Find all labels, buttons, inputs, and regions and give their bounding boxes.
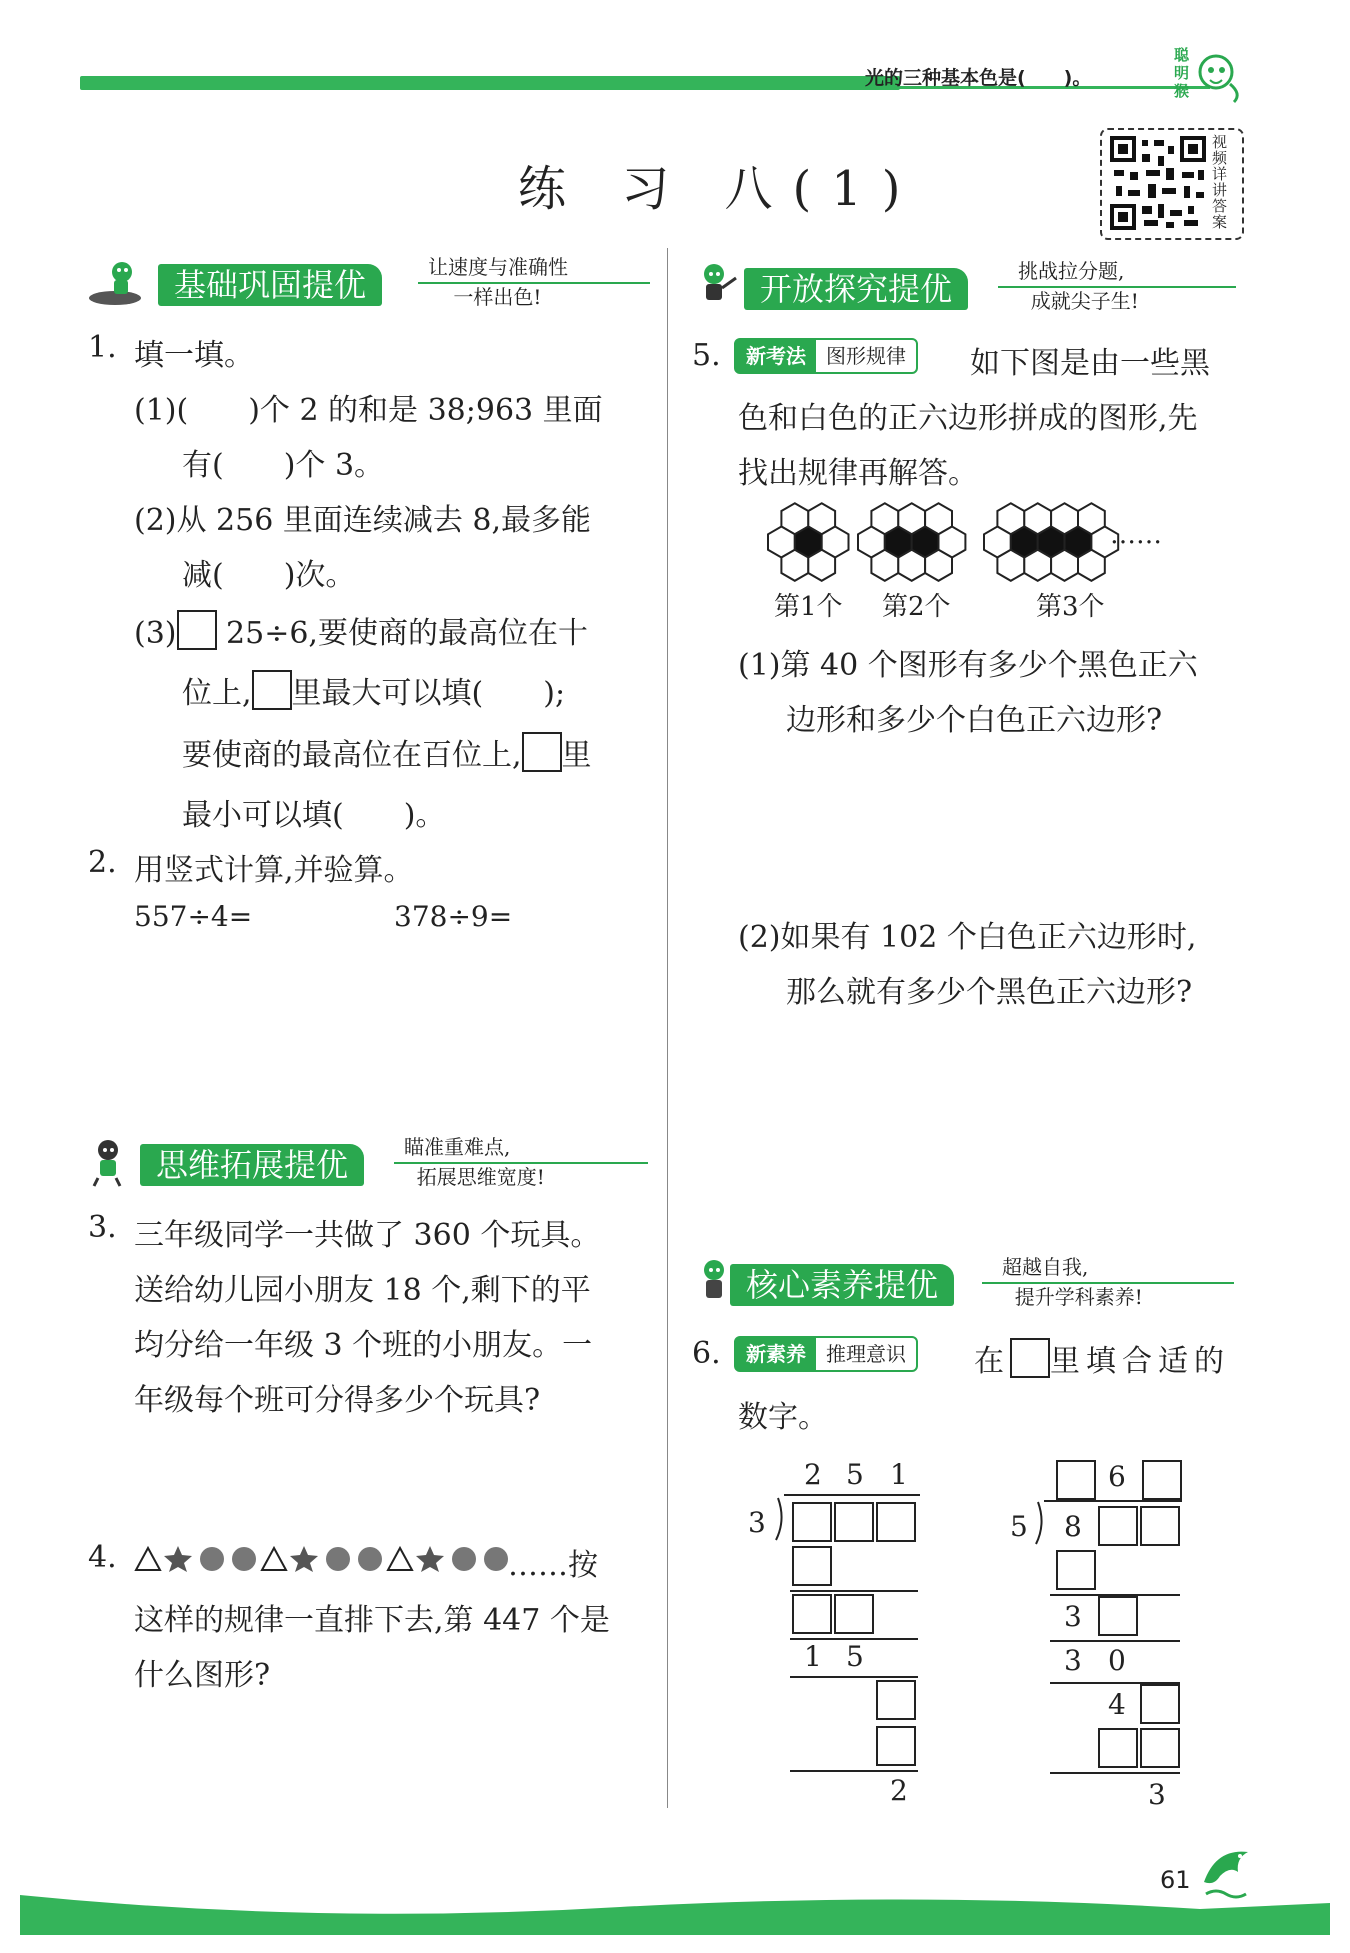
q4-seq-tail: ……按 xyxy=(508,1548,598,1583)
digit: 0 xyxy=(1108,1644,1126,1677)
white-hexagon xyxy=(808,550,835,581)
q6-tag xyxy=(734,1336,918,1372)
circle-icon xyxy=(358,1547,382,1571)
q5-line-3: 找出规律再解答。 xyxy=(738,456,978,491)
circle-icon xyxy=(232,1547,256,1571)
section-core-title: 核心素养提优 xyxy=(730,1264,954,1306)
q5-sub1-a: (1)第 40 个图形有多少个黑色正六 xyxy=(738,648,1198,683)
division-line xyxy=(790,1590,918,1592)
q3-line-2: 送给幼儿园小朋友 18 个,剩下的平 xyxy=(134,1273,591,1308)
white-hexagon xyxy=(898,550,925,581)
answer-box[interactable] xyxy=(876,1680,916,1720)
answer-box[interactable] xyxy=(834,1594,874,1634)
section-thinking xyxy=(88,1135,648,1189)
circle-icon xyxy=(200,1547,224,1571)
q3-line-1: 三年级同学一共做了 360 个玩具。 xyxy=(134,1218,601,1253)
division-line xyxy=(784,1494,920,1496)
digit: 2 xyxy=(890,1774,908,1807)
q1-p3c xyxy=(182,730,592,774)
digit: 1 xyxy=(890,1458,908,1491)
qr-label: 视频详讲答案 xyxy=(1212,133,1228,231)
q1-p3c-post: 里 xyxy=(561,738,592,773)
q5-sub2-b: 那么就有多少个黑色正六边形? xyxy=(786,975,1193,1010)
answer-box[interactable] xyxy=(252,670,292,710)
digit: 5 xyxy=(846,1458,864,1491)
digit: 5 xyxy=(846,1640,864,1673)
section-open-title: 开放探究提优 xyxy=(744,268,968,310)
section-core xyxy=(692,1255,1237,1309)
digit: 2 xyxy=(804,1458,822,1491)
answer-box[interactable] xyxy=(792,1546,832,1586)
answer-box[interactable] xyxy=(1140,1684,1180,1724)
column-divider xyxy=(667,248,668,1808)
q1-p1b: 有( )个 3。 xyxy=(182,448,385,483)
dolphin-icon xyxy=(1196,1842,1256,1902)
q6-line-1-pre: 在 xyxy=(974,1344,1010,1379)
star-icon xyxy=(416,1546,444,1572)
mascot-icon xyxy=(692,262,746,312)
q6-line-2: 数字。 xyxy=(738,1400,828,1435)
answer-box[interactable] xyxy=(834,1502,874,1542)
digit: 4 xyxy=(1108,1688,1126,1721)
q5-line-2: 色和白色的正六边形拼成的图形,先 xyxy=(738,401,1198,436)
section-basic-title: 基础巩固提优 xyxy=(158,264,382,306)
white-hexagon xyxy=(997,550,1024,581)
q5-number: 5. xyxy=(692,338,721,373)
white-hexagon xyxy=(1051,550,1078,581)
digit: 6 xyxy=(1108,1460,1126,1493)
answer-box[interactable] xyxy=(177,610,217,650)
digit: 1 xyxy=(804,1640,822,1673)
q1-p1a: (1)( )个 2 的和是 38;963 里面 xyxy=(134,393,603,428)
section-basic xyxy=(88,255,648,309)
answer-box[interactable] xyxy=(876,1502,916,1542)
q5-line-1: 如下图是由一些黑 xyxy=(970,346,1210,381)
q1-p3a-post: 25÷6,要使商的最高位在十 xyxy=(216,616,588,651)
digit: 3 xyxy=(1064,1600,1082,1633)
q1-p3b-pre: 位上, xyxy=(182,676,252,711)
triangle-icon xyxy=(136,1548,160,1570)
q6-line-1-post: 里填合适的 xyxy=(1050,1344,1230,1379)
q6-number: 6. xyxy=(692,1336,721,1371)
q4-number: 4. xyxy=(88,1540,117,1575)
division-line xyxy=(790,1770,918,1772)
svg-text:明: 明 xyxy=(1174,64,1190,82)
q5-dots: …… xyxy=(1110,520,1162,550)
section-core-slogan: 超越自我, 提升学科素养! xyxy=(1002,1255,1143,1309)
white-hexagon xyxy=(925,550,952,581)
q1-number: 1. xyxy=(88,330,117,365)
star-icon xyxy=(164,1546,192,1572)
q5-sub2-a: (2)如果有 102 个白色正六边形时, xyxy=(738,920,1197,955)
white-hexagon xyxy=(1078,550,1105,581)
triangle-icon xyxy=(388,1548,412,1570)
brand-logo xyxy=(1172,44,1244,106)
q2-expr-1: 557÷4= xyxy=(134,900,253,933)
q3-number: 3. xyxy=(88,1210,117,1245)
q5-fig-2-label: 第2个 xyxy=(882,592,951,622)
q4-line-2: 这样的规律一直排下去,第 447 个是 xyxy=(134,1603,610,1638)
q1-title: 填一填。 xyxy=(134,338,254,373)
digit: 3 xyxy=(1148,1778,1166,1811)
q2-expr-2: 378÷9= xyxy=(394,900,513,933)
q6-tag-b: 推理意识 xyxy=(826,1342,906,1366)
q1-p3a xyxy=(134,608,588,652)
q5-sub1-b: 边形和多少个白色正六边形? xyxy=(786,703,1163,738)
q5-tag-b: 图形规律 xyxy=(826,344,906,368)
white-hexagon xyxy=(1024,550,1051,581)
answer-box[interactable] xyxy=(876,1726,916,1766)
division-line xyxy=(1050,1772,1180,1774)
circle-icon xyxy=(452,1547,476,1571)
q5-tag-a: 新考法 xyxy=(736,340,816,372)
hexagon-pattern-figure xyxy=(762,500,1182,600)
header-tip: 光的三种基本色是( )。 xyxy=(865,67,1092,89)
mascot-icon xyxy=(88,258,142,308)
answer-box[interactable] xyxy=(1142,1460,1182,1500)
q5-fig-3-label: 第3个 xyxy=(1036,592,1105,622)
digit: 8 xyxy=(1064,1510,1082,1543)
bottom-decor-band xyxy=(20,1885,1330,1935)
q1-p2b: 减( )次。 xyxy=(182,558,356,593)
q2-number: 2. xyxy=(88,845,117,880)
circle-icon xyxy=(326,1547,350,1571)
answer-box[interactable] xyxy=(522,732,562,772)
q2-title: 用竖式计算,并验算。 xyxy=(134,853,414,888)
circle-icon xyxy=(484,1547,508,1571)
answer-box[interactable] xyxy=(792,1594,832,1634)
answer-box[interactable] xyxy=(1098,1728,1138,1768)
section-basic-slogan: 让速度与准确性 一样出色! xyxy=(428,255,568,309)
q1-p3a-pre: (3) xyxy=(134,616,177,651)
division-line xyxy=(790,1676,918,1678)
answer-box[interactable] xyxy=(1098,1506,1138,1546)
section-open xyxy=(692,259,1237,313)
q6-line-1 xyxy=(974,1336,1230,1380)
q5-fig-1-label: 第1个 xyxy=(774,592,843,622)
answer-box[interactable] xyxy=(1140,1506,1180,1546)
mascot-icon xyxy=(88,1138,142,1188)
division-line xyxy=(1050,1640,1180,1642)
division-bracket-icon xyxy=(774,1496,788,1542)
division-line xyxy=(1044,1500,1182,1502)
triangle-icon xyxy=(262,1548,286,1570)
answer-box[interactable] xyxy=(792,1502,832,1542)
answer-box[interactable] xyxy=(1098,1596,1138,1636)
section-thinking-title: 思维拓展提优 xyxy=(140,1144,364,1186)
division-bracket-icon xyxy=(1034,1500,1048,1546)
divisor: 5 xyxy=(1010,1510,1028,1543)
divisor: 3 xyxy=(748,1506,766,1539)
section-thinking-slogan: 瞄准重难点, 拓展思维宽度! xyxy=(404,1135,545,1189)
answer-box[interactable] xyxy=(1056,1460,1096,1500)
q1-p2a: (2)从 256 里面连续减去 8,最多能 xyxy=(134,503,591,538)
top-decor-band xyxy=(80,76,900,90)
answer-box[interactable] xyxy=(1140,1728,1180,1768)
answer-box[interactable] xyxy=(1010,1338,1050,1378)
q4-line-3: 什么图形? xyxy=(134,1658,271,1693)
section-open-slogan: 挑战拉分题, 成就尖子生! xyxy=(1018,259,1139,313)
q3-line-4: 年级每个班可分得多少个玩具? xyxy=(134,1383,541,1418)
q1-p3b xyxy=(182,668,565,712)
q6-tag-a: 新素养 xyxy=(736,1338,816,1370)
q3-line-3: 均分给一年级 3 个班的小朋友。一 xyxy=(134,1328,593,1363)
page-number: 61 xyxy=(1160,1866,1191,1894)
q1-p3c-pre: 要使商的最高位在百位上, xyxy=(182,738,522,773)
q1-p3b-post: 里最大可以填( ); xyxy=(291,676,566,711)
svg-text:猴: 猴 xyxy=(1174,82,1190,100)
star-icon xyxy=(290,1546,318,1572)
svg-text:聪: 聪 xyxy=(1174,46,1190,64)
page-title: 练 习 八(1) xyxy=(518,161,921,217)
q1-p3d: 最小可以填( )。 xyxy=(182,798,446,833)
white-hexagon xyxy=(781,550,808,581)
q5-tag xyxy=(734,338,918,374)
q4-shape-sequence xyxy=(132,1538,552,1578)
digit: 3 xyxy=(1064,1644,1082,1677)
answer-box[interactable] xyxy=(1056,1550,1096,1590)
white-hexagon xyxy=(871,550,898,581)
